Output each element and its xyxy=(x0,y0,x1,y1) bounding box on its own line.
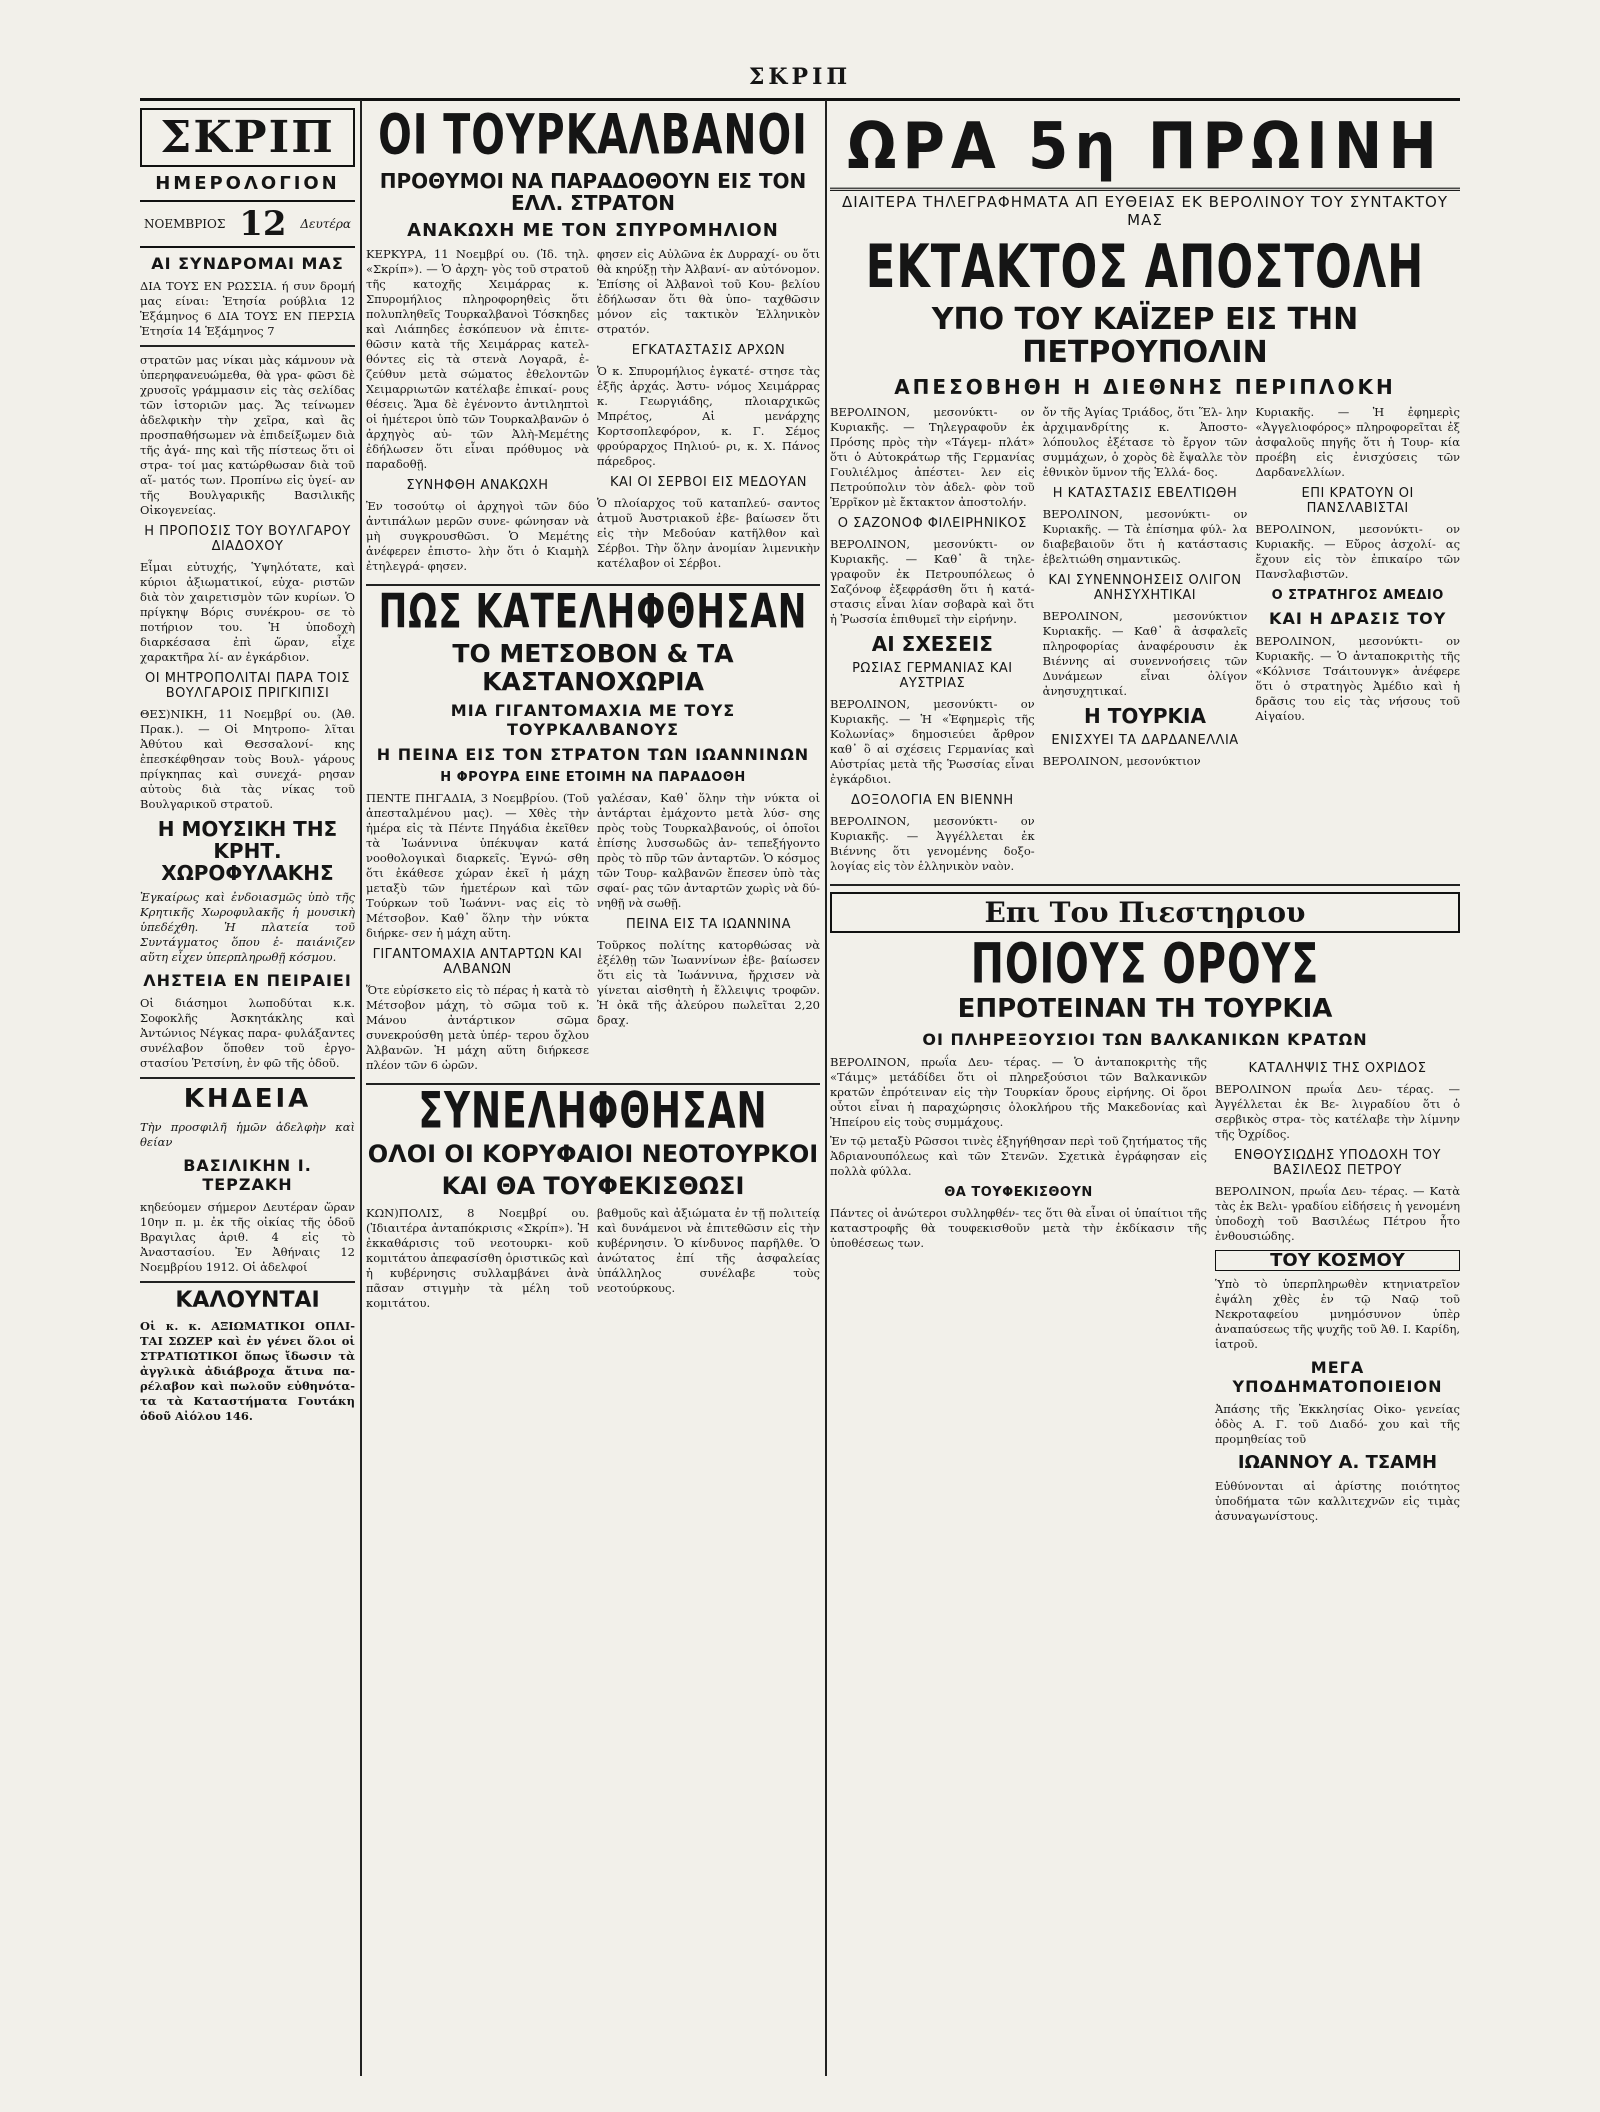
column-divider xyxy=(360,100,362,2076)
king-peter-heading: ΕΝΘΟΥΣΙΩΔΗΣ ΥΠΟΔΟΧΗ ΤΟΥ ΒΑΣΙΛΕΩΣ ΠΕΤΡΟΥ xyxy=(1234,1147,1441,1178)
relations-heading: ΑΙ ΣΧΕΣΕΙΣ xyxy=(871,632,993,656)
situation-heading: Η ΚΑΤΑΣΤΑΣΙΣ ΕΒΕΛΤΙΩΘΗ xyxy=(1052,486,1238,501)
deck-garrison: Η ΦΡΟΥΡΑ ΕΙΝΕ ΕΤΟΙΜΗ ΝΑ ΠΑΡΑΔΟΘΗ xyxy=(440,770,746,785)
date-row xyxy=(140,200,355,248)
headline-captured: ΠΩΣ ΚΑΤΕΛΗΦΘΗΣΑΝ xyxy=(378,583,808,639)
subscriptions-heading: ΑΙ ΣΥΝΔΡΟΜΑΙ ΜΑΣ xyxy=(151,254,344,273)
gigantomachy-heading: ΓΙΓΑΝΤΟΜΑΧΙΑ ΑΝΤΑΡΤΩΝ ΚΑΙ ΑΛΒΑΝΩΝ xyxy=(372,947,583,977)
turkey-text: ΒΕΡΟΛΙΝΟΝ, μεσονύκτιον xyxy=(1042,754,1201,768)
article-row xyxy=(366,791,820,1077)
headline-metsovo: ΤΟ ΜΕΤΣΟΒΟΝ & ΤΑ ΚΑΣΤΑΝΟΧΩΡΙΑ xyxy=(452,639,734,696)
ochrid-heading: ΚΑΤΑΛΗΨΙΣ ΤΗΣ ΟΧΡΙΔΟΣ xyxy=(1248,1060,1427,1076)
sazonov-heading: Ο ΣΑΖΟΝΟΦ ΦΙΛΕΙΡΗΝΙΚΟΣ xyxy=(837,516,1027,531)
talks-text: ΒΕΡΟΛΙΝΟΝ, μεσονύκτιον Κυριακῆς. — Καθ᾽ ἃ ἀσφαλεῖς πληροφορίας ἀναφέρουσιν ἐκ Βιέννης αἱ συνεννοήσεις τῶν Δυνάμεων εἶναι ὀλίγον ἀνησυχητικαί. xyxy=(1042,609,1248,698)
funeral-heading: ΚΗΔΕΙΑ xyxy=(183,1084,312,1114)
execution-text: Πάντες οἱ ἀνώτεροι συλληφθέν- τες ὅτι θὰ εἶναι οἱ ὑπαίτιοι τῆς καταστροφῆς θὰ τουφεκισθοῦν μετὰ τὴν ἐκδίκασιν τῆς ὑποθέσεως των. xyxy=(830,1205,1207,1250)
music-text: Ἐγκαίρως καὶ ἐνδοιασμῶς ὑπὸ τῆς Κρητικῆς Χωροφυλακῆς ἡ μουσικὴ ὑπεδέχθη. Ἡ πλατεία τοῦ Συντάγματος ὅπου ἐ- παιάνιζεν αὕτη εἶχεν ὑπερπληρωθῇ κόσμου. xyxy=(140,890,355,964)
general-subheading: ΚΑΙ Η ΔΡΑΣΙΣ ΤΟΥ xyxy=(1269,609,1447,628)
calendar-label: ΗΜΕΡΟΛΟΓΙΟΝ xyxy=(155,173,340,194)
article-row xyxy=(366,247,820,578)
shoe-store-heading: ΜΕΓΑ ΥΠΟΔΗΜΑΤΟΠΟΙΕΙΟΝ xyxy=(1232,1358,1443,1397)
ioannina-heading: ΠΕΙΝΑ ΕΙΣ ΤΑ ΙΩΑΝΝΙΝΑ xyxy=(626,917,791,932)
shoe-store-owner: ΙΩΑΝΝΟΥ Α. ΤΣΑΜΗ xyxy=(1237,1452,1438,1474)
trinity-text: ὄν τῆς Ἁγίας Τριάδος, ὅτι Ἕλ- λην ἀρχιμανδρίτης κ. Ἀποστο- λόπουλος ἐξέτασε τὸ ἔργον τῶν συμμάχων, ὁ χορὸς δὲ ἔψαλλε τὸν ἐθνικὸν ὕμνον τῆς Ἑλλά- δος. xyxy=(1042,405,1248,479)
funeral-intro: Τὴν προσφιλῆ ἡμῶν ἀδελφὴν καὶ θείαν xyxy=(140,1119,355,1149)
column-left xyxy=(140,108,355,2076)
berlin-dispatch: ΒΕΡΟΛΙΝΟΝ, μεσονύκτι- ον Κυριακῆς. — Τηλεγραφοῦν ἐκ Πρόσης πρὸς τὴν «Τάγεμ- πλάτ» ὅτι ὁ Αὐτοκράτωρ τῆς Γερμανίας Γουλιέλμος ἀπέστει- λεν εἰς Πετρούπολιν τὸν ἀδελ- φὸν τοῦ Ἐρρῖκον μὲ ἔκτακτον ἀποστολήν. xyxy=(830,405,1035,509)
divider xyxy=(830,884,1460,886)
authorities-heading: ΕΓΚΑΤΑΣΤΑΣΙΣ ΑΡΧΩΝ xyxy=(631,343,786,358)
doxology-text: ΒΕΡΟΛΙΝΟΝ, μεσονύκτι- ον Κυριακῆς. — Ἀγγέλλεται ἐκ Βιέννης ὅτι γενομένης δοξο- λογίας εἰς τὸν ἑλληνικὸν ναὸν. xyxy=(830,814,1035,873)
constantinople-text-2: βαθμοῦς καὶ ἀξιώματα ἐν τῇ πολιτείᾳ καὶ δυνάμενοι νὰ ἐπιτεθῶσιν εἰς τὴν κυβέρνησιν. Ὁ κίνδυνος παρῆλθε. Ὁ ἀνώτατος ἐπί τῆς ἀσφαλείας ὑπάλληλος συνέλαβε τοὺς νεοτούρκους. xyxy=(597,1205,820,1295)
situation-text: ΒΕΡΟΛΙΝΟΝ, μεσονύκτι- ον Κυριακῆς. — Τὰ ἐπίσημα φύλ- λα διαβεβαιοῦν ὅτι ἡ κατάστασις ἐβελτιώθη σημαντικῶς. xyxy=(1042,507,1248,566)
subhead-surrender: ΠΡΟΘΥΜΟΙ ΝΑ ΠΑΡΑΔΟΘΟΥΝ ΕΙΣ ΤΟΝ ΕΛΛ. ΣΤΡΑΤΟΝ xyxy=(379,169,807,215)
column-right xyxy=(830,108,1460,2076)
headline-kaiser: ΥΠΟ ΤΟΥ ΚΑΪΖΕΡ ΕΙΣ ΤΗΝ ΠΕΤΡΟΥΠΟΛΙΝ xyxy=(931,302,1359,370)
running-head: ΣΚΡΙΠ xyxy=(748,64,852,90)
relations-subheading: ΡΩΣΙΑΣ ΓΕΡΜΑΝΙΑΣ ΚΑΙ ΑΥΣΤΡΙΑΣ xyxy=(852,661,1013,691)
ochrid-text: ΒΕΡΟΛΙΝΟΝ πρωΐα Δευ- τέρας. — Ἀγγέλλεται ἐκ Βε- λιγραδίου ὅτι ὁ σερβικὸς στρα- τὸς κατέλαβε τὴν λίμνην τῆς Ὀχρίδος. xyxy=(1214,1081,1460,1141)
shoe-store-text: Ἀπάσης τῆς Ἐκκλησίας Οἰκο- γενείας ὁδὸς Α. Γ. τοῦ Διαδό- χου καὶ τῆς προμηθείας τοῦ xyxy=(1214,1402,1460,1447)
pente-pigadia-text: ΠΕΝΤΕ ΠΗΓΑΔΙΑ, 3 Νοεμβρίου. (Τοῦ ἀπεσταλμένου μας). — Χθὲς τὴν ἡμέρα εἰς τὰ Πέντε Πηγάδια ἐκεῖθεν τὰ Ἰωάννινα ὑπέκυψαν κατά νοοθολογικαὶ διαρκεῖς. Ἐγνώ- σθη ὅτι ἐκάθεσε χώραν ἐκεῖ ἡ μάχη μεταξὺ τῶν ἡμετέρων καὶ τῶν Τούρκων τοῦ Ἰωάννι- νας εἰς τὸ Μέτσοβον. Καθ᾽ ὅλην τὴν νύκτα διήρκε- σεν ἡ μάχη αὕτη. xyxy=(366,791,589,940)
general-text: ΒΕΡΟΛΙΝΟΝ, μεσονύκτι- ον Κυριακῆς. — Ὁ ἀνταποκριτὴς τῆς «Κόλνισε Τσάιτουνγκ» ἀνέφερε ὅτι ὁ στρατηγὸς Ἀμέδιο καὶ ἡ δρᾶσις του εἰς τὰς νήσους τοῦ Αἰγαίου. xyxy=(1255,634,1460,723)
headline-young-turks: ΟΛΟΙ ΟΙ ΚΟΡΥΦΑΙΟΙ ΝΕΟΤΟΥΡΚΟΙ xyxy=(367,1140,819,1168)
terms-text: ΒΕΡΟΛΙΝΟΝ, πρωΐα Δευ- τέρας. — Ὁ ἀνταποκριτὴς τῆς «Τάιμς» μετάδίδει ὅτι οἱ πληρεξούσιοι τῶν Βαλκανικῶν κρατῶν ἐπρότειναν εἰς τὴν Τουρκίαν ὅρους εἰρήνης. Οἱ ὅροι οὗτοι εἶναι ἡ παραχώρησις ὁλοκλήρου τῆς Μακεδονίας καὶ Ἠπείρου εἰς τοὺς συμμάχους. xyxy=(830,1054,1207,1129)
masthead-box xyxy=(140,108,355,167)
shoe-store-ad: Εὐθύνονται αἱ ἀρίστης ποιότητος ὑποδήματα τῶν καλλιτεχνῶν εἰς τιμὰς ἀσυναγωνίστους. xyxy=(1214,1479,1460,1524)
funeral-text: κηδεύομεν σήμερον Δευτέραν ὥραν 10ην π. μ. ἐκ τῆς οἰκίας τῆς ὁδοῦ Βραγιλας ἀριθ. 4 εἰς τὸ Ἀναστασίου. Ἐν Ἀθήναις 12 Νοεμβρίου 1912. Οἱ ἀδελφοί xyxy=(140,1199,355,1274)
robbery-heading: ΛΗΣΤΕΙΑ ΕΝ ΠΕΙΡΑΙΕΙ xyxy=(143,971,352,990)
deck-gigantomachy: ΜΙΑ ΓΙΓΑΝΤΟΜΑΧΙΑ ΜΕ ΤΟΥΣ ΤΟΥΡΚΑΛΒΑΝΟΥΣ xyxy=(450,701,736,739)
headline-special-mission: ΕΚΤΑΚΤΟΣ ΑΠΟΣΤΟΛΗ xyxy=(865,232,1425,302)
doxology-heading: ΔΟΞΟΛΟΓΙΑ ΕΝ ΒΙΕΝΝΗ xyxy=(851,793,1014,808)
truce-text: Ἐν τοσούτῳ οἱ ἀρχηγοὶ τῶν δύο ἀντιπάλων μερῶν συνε- φώνησαν νὰ μὴ συγκρουσθῶσι. Ὁ Μεμέτης ἀνέφερεν ἐπιστο- λὴν ὅτι ὁ Κιαμὴλ ἐτηλεγρά- φησεν. xyxy=(366,499,589,573)
article-row xyxy=(366,1206,820,1315)
straits-text: Ἐν τῷ μεταξὺ Ρῶσσοι τινὲς ἐξηγήθησαν περὶ τοῦ ζητήματος τῆς Ἀδριανουπόλεως καὶ τῶν Στενῶν. Σχετικὰ ἐγράφησαν εἰς πολλὰ φύλλα. xyxy=(830,1133,1207,1178)
serbs-text: Ὁ πλοίαρχος τοῦ καταπλεύ- σαντος ἀτμοῦ Ἀυστριακοῦ ἐβε- βαίωσεν ὅτι εἰς τὴν Μεδούαν κατῆλθον καὶ Σέρβοι. Τὴν ὅλην ἀνομίαν λιμενικὴν κατέλαβον οἱ Σέρβοι. xyxy=(597,496,820,570)
month: ΝΟΕΜΒΡΙΟΣ xyxy=(144,217,226,231)
deck-hunger: Η ΠΕΙΝΑ ΕΙΣ ΤΟΝ ΣΤΡΑΤΟΝ ΤΩΝ ΙΩΑΝΝΙΝΩΝ xyxy=(376,745,810,764)
talks-heading: ΚΑΙ ΣΥΝΕΝΝΟΗΣΕΙΣ ΟΛΙΓΟΝ ΑΝΗΣΥΧΗΤΙΚΑΙ xyxy=(1048,573,1242,603)
headline-executed: ΚΑΙ ΘΑ ΤΟΥΦΕΚΙΣΘΩΣΙ xyxy=(441,1172,745,1201)
dispatch-avlona: φησεν εἰς Αὐλῶνα ἐκ Δυρραχί- ου ὅτι θὰ κηρύξῃ τὴν Ἀλβανί- αν αὐτόνομον. Ἐπίσης οἱ Ἀλβανοὶ τοῦ Κου- βελίου ἐδήλωσαν ὅτι θὰ ὑπο- ταχθῶσιν μόνον εἰς τακτικὸν Ἑλληνικὸν στρατόν. xyxy=(597,247,820,336)
messenger-text: Κυριακῆς. — Ἡ ἐφημερὶς «Ἀγγελιοφόρος» πληροφορεῖται ἐξ ἀσφαλοῦς πηγῆς ὅτι ἡ Τουρ- κία προέβη εἰς ἐνισχύσεις τῶν Δαρδανελλίων. xyxy=(1255,405,1460,479)
subhead-truce: ΑΝΑΚΩΧΗ ΜΕ ΤΟΝ ΣΠΥΡΟΜΗΛΙΟΝ xyxy=(407,220,779,241)
toast-heading: Η ΠΡΟΠΟΣΙΣ ΤΟΥ ΒΟΥΛΓΑΡΟΥ ΔΙΑΔΟΧΟΥ xyxy=(144,524,351,554)
sazonov-text: ΒΕΡΟΛΙΝΟΝ, μεσονύκτι- ον Κυριακῆς. — Καθ᾽ ἃ τηλε- γραφοῦν ἐκ Πετρουπόλεως ὁ Σαζόνοφ ἐξεφράσθη ὅτι ἡ κατά- στασις εἶναι λίαν σοβαρὰ καὶ ὅτι ἡ Ῥωσσία ἐπιθυμεῖ τὴν εἰρήνην. xyxy=(830,537,1035,626)
article-row xyxy=(830,405,1460,878)
masthead-logo: ΣΚΡΙΠ xyxy=(160,112,335,163)
metropolitans-text: ΘΕΣ)ΝΙΚΗ, 11 Νοεμβρί ου. (Ἀθ. Πρακ.). — Οἱ Μητροπο- λῖται Ἀθύτου καὶ Θεσσαλονί- κης ἐπεσκέφθησαν τοὺς Βουλ- γάρους πρίγκηπας καὶ συνεχά- ρησαν αὐτοὺς διὰ τὰς νίκας τοῦ Βουλγαρικοῦ στρατοῦ. xyxy=(140,707,355,811)
column-middle xyxy=(366,108,820,2076)
headline-arrested: ΣΥΝΕΛΗΦΘΗΣΑΝ xyxy=(418,1082,768,1140)
column-divider xyxy=(825,100,827,2076)
ad-heading: ΚΑΛΟΥΝΤΑΙ xyxy=(175,1287,320,1313)
weekday: Δευτέρα xyxy=(300,217,351,231)
ad-text: Οἱ κ. κ. ΑΞΙΩΜΑΤΙΚΟΙ ΟΠΛΙ- ΤΑΙ ΣΩΖΕΡ καὶ ἐν γένει ὅλοι οἱ ΣΤΡΑΤΙΩΤΙΚΟΙ ὅπως ἴδωσιν τὰ ἀγγλικὰ ἀδιάβροχα ἄτινα πα- ρέλαβον καὶ πωλοῦν εὐθηνότα- τα τὰ Καταστήματα Γουτάκη ὁδοῦ Αἰόλου 146. xyxy=(140,1318,355,1423)
stop-press-heading: Επι Του Πιεστηριου xyxy=(830,892,1460,933)
serbs-heading: ΚΑΙ ΟΙ ΣΕΡΒΟΙ ΕΙΣ ΜΕΔΟΥΑΝ xyxy=(610,475,807,490)
day-number: 12 xyxy=(239,204,287,244)
toast-text: στρατῶν μας νίκαι μὰς κάμνουν νὰ ὑπερηφανευώμεθα, θὰ γρα- φῶσι δὲ χρυσοῖς γράμμασιν εἰς τὰς σελίδας τῶν ἱστοριῶν μας. Ἄς τείνωμεν ἀδελφικὴν τὴν χεῖρα, καὶ ἂς προσπαθήσωμεν νὰ ἐπιδείξωμεν διὰ τῆς ἀγά- πης καὶ τῆς πίστεως ὅτι οἱ στρα- τοί μας κατώρθωσαν διὰ τοῦ αἵ- ματός των. Προπίνω εἰς ὑγεί- αν τῆς Βουλγαρικῆς Βασιλικῆς Οἰκογενείας. xyxy=(140,353,355,517)
guerrilla-text: γαλέσαν, Καθ᾽ ὅλην τὴν νύκτα οἱ ἀντάρται ἐμάχοντο μετὰ λύσ- σης πρὸς τοὺς Τουρκαλβανούς, οἱ ὁποῖοι ἐπίσης λυσσωδῶς ἀν- τεπεξήγοντο πρὸς τὸ πῦρ τῶν ἀνταρτῶν. Ὁ κόσμος τῶν Τουρ- καλβανῶν ἔπεσεν ὑπὸ τὰς σφαί- ρας τῶν ἀνταρτῶν χωρὶς νὰ δύ- νηθῇ νὰ σωθῇ. xyxy=(597,791,820,910)
panslavists-text: ΒΕΡΟΛΙΝΟΝ, μεσονύκτι- ον Κυριακῆς. — Εὔρος ἀσχολί- ας ἔχουν εἰς τὸν ἐπικαίρο τῶν Πανσλαβιστῶν. xyxy=(1255,522,1460,581)
music-heading: Η ΜΟΥΣΙΚΗ ΤΗΣ ΚΡΗΤ. ΧΩΡΟΦΥΛΑΚΗΣ xyxy=(157,817,338,885)
turkey-heading: Η ΤΟΥΡΚΙΑ xyxy=(1084,704,1206,728)
ioannina-text: Τοῦρκος πολίτης κατορθώσας νὰ ἐξέλθῃ τῶν Ἰωαννίνων ἐβε- βαίωσεν ὅτι εἰς τὰ Ἰωάννινα, ἤρχισεν νὰ γίνεται αἰσθητὴ ἡ ἔλλειψις τροφῶν. Ἡ ὀκᾶ τῆς ἀλεύρου πωλεῖται 2,20 δραχ. xyxy=(597,938,820,1027)
deceased-name: ΒΑΣΙΛΙΚΗΝ Ι. ΤΕΡΖΑΚΗ xyxy=(183,1155,312,1194)
gigantomachy-text: Ὅτε εὑρίσκετο εἰς τὸ πέρας ἡ κατὰ τὸ Μέτσοβον μάχη, τὸ σῶμα τοῦ κ. Μάνου ἀντάρτικον σῶμα συνεκρούσθη μετὰ ὑπέρ- τερου ὄχλου Ἀλβανῶν. Ἡ μάχη αὕτη διήρκεσε πλέον τῶν 6 ὡρῶν. xyxy=(366,983,589,1072)
banner-early-edition: ΩΡΑ 5η ΠΡΩΙΝΗ xyxy=(830,108,1460,191)
headline-turkalbanians: ΟΙ ΤΟΥΡΚΑΛΒΑΝΟΙ xyxy=(378,108,808,168)
constantinople-text: ΚΩΝ)ΠΟΛΙΣ, 8 Νοεμβρί ου. (Ἰδιαιτέρα ἀνταπόκρισις «Σκρίπ»). Ἡ ἐκκαθάρισις τοῦ νεοτουρκι- κοῦ κομιτάτου ἀπεφασίσθη ὁριστικῶς καὶ ἡ κυβέρνησις συλλαμβάνει ἀνὰ πᾶσαν στιγμὴν τὰ μέλη τοῦ κομιτάτου. xyxy=(366,1205,589,1310)
top-rule xyxy=(140,98,1460,101)
toast-reply-text: Εἶμαι εὐτυχής, Ὑψηλότατε, καὶ κύριοι ἀξιωματικοί, εὐχα- ριστῶν διὰ τὸν χαιρετισμὸν τῶν κυρίων. Ὁ πρίγκηψ Βόρις συνέκρου- σε τὸ ποτήριον του. Ἡ ὑποδοχὴ διαρκέσασα ἐπὶ ὥραν, εἶχε χαρακτῆρα λί- αν ἐγκάρδιον. xyxy=(140,560,355,664)
society-text: Ὑπὸ τὸ ὑπερπληρωθὲν κτηνιατρεῖον ἐψάλη χθὲς ἐν τῷ Ναῷ τοῦ Νεκροταφείου μνημόσυνον ὑπὲρ ἀναπαύσεως τῆς ψυχῆς τοῦ Ἀθ. Ι. Καρίδη, ἰατροῦ. xyxy=(1214,1277,1460,1352)
metropolitans-heading: ΟΙ ΜΗΤΡΟΠΟΛΙΤΑΙ ΠΑΡΑ ΤΟΙΣ ΒΟΥΛΓΑΡΟΙΣ ΠΡΙΓΚΙΠΙΣΙ xyxy=(145,671,350,701)
relations-text: ΒΕΡΟΛΙΝΟΝ, μεσονύκτι- ον Κυριακῆς. — Ἡ «Ἐφημερὶς τῆς Κολωνίας» δημοσιεύει ἄρθρον καθ᾽ ὃ αἱ σχέσεις Γερμανίας καὶ Αὐστρίας μετὰ τῆς Ῥωσσίας εἶναι ἐγκάρδιοι. xyxy=(830,697,1035,786)
article-row xyxy=(830,1055,1460,1529)
king-peter-text: ΒΕΡΟΛΙΝΟΝ, πρωΐα Δευ- τέρας. — Κατὰ τὰς ἐκ Βελι- γραδίου εἰδήσεις ἡ γενομένη ὑποδοχὴ τοῦ Βασιλέως Πέτρου ἦτο ἐνθουσιώδης. xyxy=(1214,1183,1460,1243)
divider xyxy=(140,1077,355,1079)
banner-subtitle: ΔΙΑΙΤΕΡΑ ΤΗΛΕΓΡΑΦΗΜΑΤΑ ΑΠ ΕΥΘΕΙΑΣ ΕΚ ΒΕΡΟΛΙΝΟΥ ΤΟΥ ΣΥΝΤΑΚΤΟΥ ΜΑΣ xyxy=(841,193,1449,229)
headline-plenipotentiaries: ΟΙ ΠΛΗΡΕΞΟΥΣΙΟΙ ΤΩΝ ΒΑΛΚΑΝΙΚΩΝ ΚΡΑΤΩΝ xyxy=(922,1029,1368,1049)
truce-heading: ΣΥΝΗΦΘΗ ΑΝΑΚΩΧΗ xyxy=(406,478,549,493)
general-heading: Ο ΣΤΡΑΤΗΓΟΣ ΑΜΕΔΙΟ xyxy=(1271,588,1444,603)
panslavists-heading: ΕΠΙ ΚΡΑΤΟΥΝ ΟΙ ΠΑΝΣΛΑΒΙΣΤΑΙ xyxy=(1301,486,1414,516)
subscriptions-text: ΔΙΑ ΤΟΥΣ ΕΝ ΡΩΣΣΙΑ. ή συν δρομή μας είναι: Ἐτησία ρούβλια 12 Ἑξάμηνος 6 ΔΙΑ ΤΟΥΣ ΕΝ ΠΕΡΣΙΑ Ἐτησία 14 Ἑξάμηνος 7 xyxy=(140,279,355,338)
robbery-text: Οἱ διάσημοι λωποδύται κ.κ. Σοφοκλῆς Ἀσκητάκλης καὶ Ἀντώνιος Νέγκας παρα- φυλάξαντες συνέλαβον ὅποθεν τοῦ ἐργο- στασίου Ῥετσίνη, ἐν φῶ τῆς ὁδοῦ. xyxy=(140,996,355,1070)
dispatch-corfu: ΚΕΡΚΥΡΑ, 11 Νοεμβρί ου. (Ἰδ. τηλ. «Σκρίπ»). — Ὁ ἀρχη- γὸς τοῦ στρατοῦ τῆς κατοχῆς Χειμάρρας κ. Σπυρομήλιος πληροφορηθεὶς ὅτι πολυπληθεῖς Τουρκαλβανοὶ Τόσκηδες καὶ Λιάπηδες ἐσκόπευον νὰ ἐπιτε- θῶσιν κατὰ τῆς Χειμάρρας κατελ- θόντες εἰς τὰ στενὰ Λογαρᾶ, ἐ- ζεύθυν μετὰ σώματος ἐθελοντῶν Χειμαρριωτῶν κατέλαβε ἐπικαί- ρους θέσεις. Ἅμα δὲ ἐγένοντο ἀντιληπτοὶ οἱ ἡμέτεροι ὑπὸ τῶν Τουρκαλβανῶν ὁ ἀρχηγὸς αὐ- τῶν Ἀλὴ-Μεμέτης ἐδήλωσεν ὅτι εἶναι πρόθυμος νὰ παραδοθῇ. xyxy=(366,247,589,471)
society-heading: ΤΟΥ ΚΟΣΜΟΥ xyxy=(1215,1250,1460,1272)
headline-proposed: ΕΠΡΟΤΕΙΝΑΝ ΤΗ ΤΟΥΡΚΙΑ xyxy=(957,994,1333,1024)
headline-crisis-averted: ΑΠΕΣΟΒΗΘΗ Η ΔΙΕΘΝΗΣ ΠΕΡΙΠΛΟΚΗ xyxy=(894,375,1396,399)
headline-terms: ΠΟΙΟΥΣ ΟΡΟΥΣ xyxy=(970,932,1320,997)
divider xyxy=(140,1281,355,1283)
turkey-subheading: ΕΝΙΣΧΥΕΙ ΤΑ ΔΑΡΔΑΝΕΛΛΙΑ xyxy=(1051,733,1239,748)
authorities-text: Ὁ κ. Σπυρομήλιος ἐγκατέ- στησε τὰς ἑξῆς ἀρχάς. Ἀστυ- νόμος Χειμάρρας κ. Γεωργιάδης, πλοιαρχικῶς Μπρέτος, Αἱ μενάρχης Κορτσοπλεφόρον, κ. Γ. Σέμος φρούραρχος Πηλιού- ρι, κ. Χ. Πάνος πάρεδρος. xyxy=(597,364,820,468)
execution-heading: ΘΑ ΤΟΥΦΕΚΙΣΘΟΥΝ xyxy=(944,1184,1093,1200)
divider xyxy=(140,345,355,347)
